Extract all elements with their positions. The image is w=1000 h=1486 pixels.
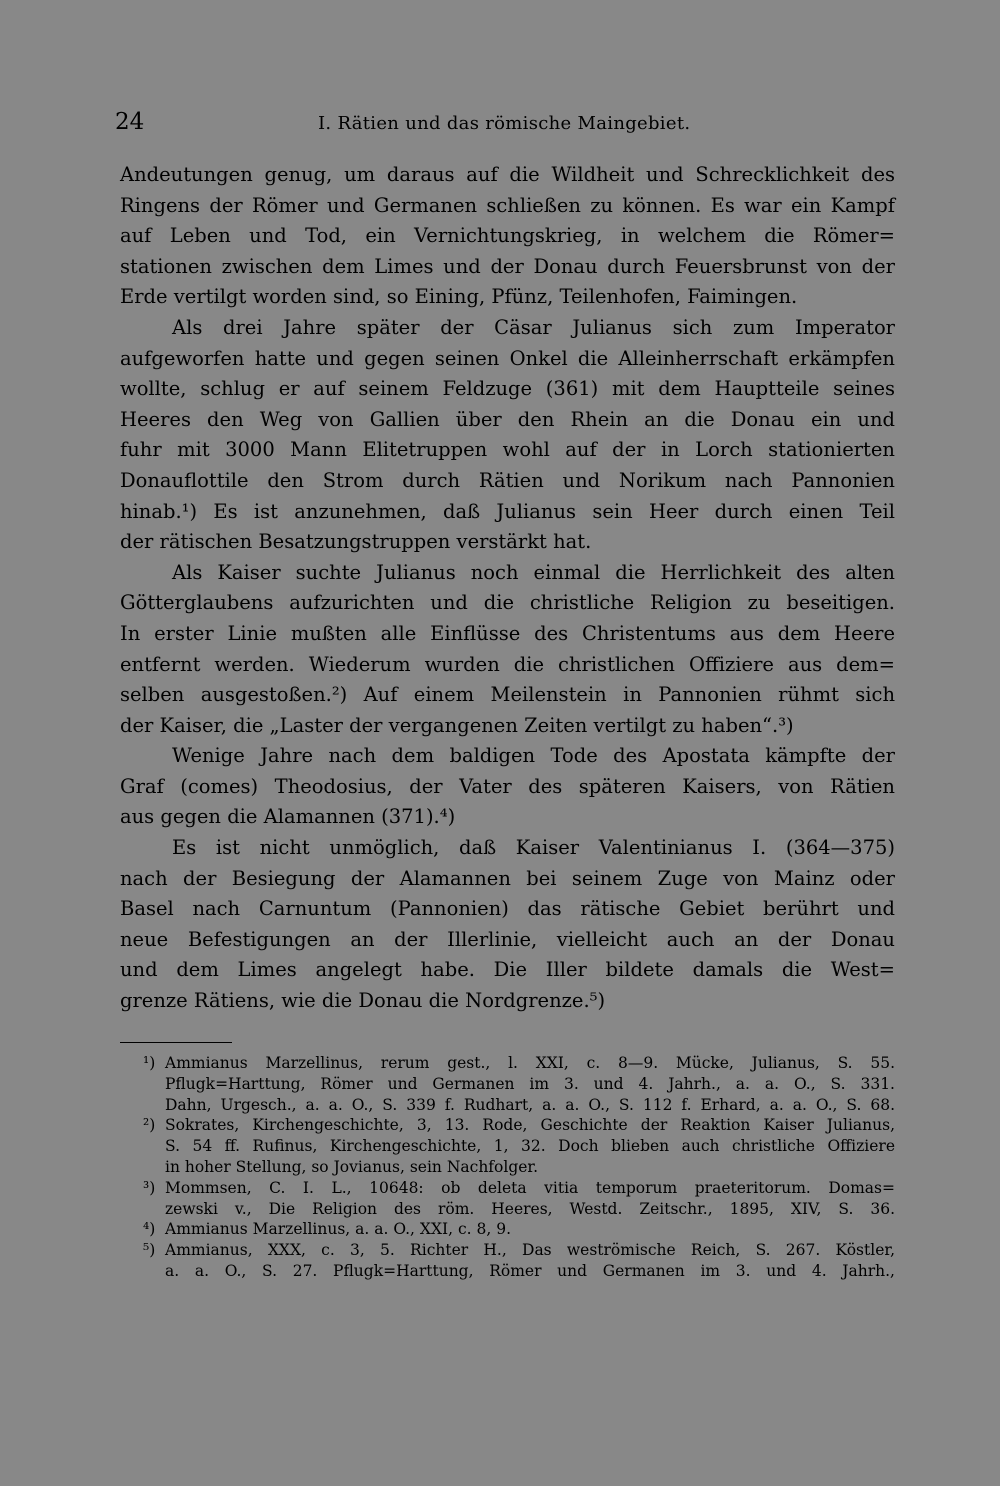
body-line: der Kaiser, die „Laster der vergangenen Zeiten vertilgt zu haben“.³) — [120, 713, 794, 737]
footnote-line: Dahn, Urgesch., a. a. O., S. 339 f. Rudhart, a. a. O., S. 112 f. Erhard, a. a. O., S. 68. — [165, 1095, 895, 1114]
page-number: 24 — [115, 109, 145, 135]
main-text — [120, 160, 895, 1017]
body-line: Wenige Jahre nach dem baldigen Tode des Apostata kämpfte der — [172, 744, 895, 768]
body-line: Götterglaubens aufzurichten und die christliche Religion zu beseitigen. — [120, 591, 895, 615]
body-line: aus gegen die Alamannen (371).⁴) — [120, 805, 456, 829]
body-line: Als Kaiser suchte Julianus noch einmal die Herrlichkeit des alten — [172, 560, 895, 584]
body-line: Es ist nicht unmöglich, daß Kaiser Valentinianus I. (364—375) — [172, 836, 895, 860]
body-line: nach der Besiegung der Alamannen bei seinem Zuge von Mainz oder — [120, 866, 895, 890]
body-line: stationen zwischen dem Limes und der Donau durch Feuersbrunst von der — [120, 254, 895, 278]
footnote-line: zewski v., Die Religion des röm. Heeres, Westd. Zeitschr., 1895, XIV, S. 36. — [165, 1199, 895, 1218]
footnote-line: S. 54 ff. Rufinus, Kirchengeschichte, 1, 32. Doch blieben auch christliche Offiziere — [165, 1137, 895, 1156]
body-line: neue Befestigungen an der Illerlinie, vielleicht auch an der Donau — [120, 927, 895, 951]
body-line: aufgeworfen hatte und gegen seinen Onkel die Alleinherrschaft erkämpfen — [120, 346, 895, 370]
footnote-separator — [120, 1042, 232, 1043]
footnote-line: Ammianus, XXX, c. 3, 5. Richter H., Das weströmische Reich, S. 267. Köstler, — [165, 1241, 895, 1260]
body-line: entfernt werden. Wiederum wurden die christlichen Offiziere aus dem= — [120, 652, 895, 676]
body-line: Andeutungen genug, um daraus auf die Wildheit und Schrecklichkeit des — [120, 163, 895, 186]
body-line: und dem Limes angelegt habe. Die Iller bildete damals die West= — [120, 958, 895, 982]
footnote-line: Ammianus Marzellinus, rerum gest., l. XXI, c. 8—9. Mücke, Julianus, S. 55. — [165, 1054, 895, 1072]
footnote-mark: ⁵) — [143, 1241, 156, 1260]
body-line: grenze Rätiens, wie die Donau die Nordgrenze.⁵) — [120, 989, 606, 1013]
body-line: selben ausgestoßen.²) Auf einem Meilenstein in Pannonien rühmt sich — [120, 683, 895, 707]
footnote — [143, 1178, 895, 1220]
body-line: Donauflottile den Strom durch Rätien und Norikum nach Pannonien — [120, 468, 895, 492]
body-line: Als drei Jahre später der Cäsar Julianus sich zum Imperator — [172, 315, 895, 339]
body-line: Basel nach Carnuntum (Pannonien) das rätische Gebiet berührt und — [120, 897, 895, 921]
body-line: Ringens der Römer und Germanen schließen zu können. Es war ein Kampf — [120, 193, 895, 217]
footnote-mark: ²) — [143, 1116, 156, 1135]
footnote-mark: ⁴) — [143, 1220, 156, 1239]
footnote — [143, 1219, 895, 1240]
body-line: der rätischen Besatzungstruppen verstärkt hat. — [120, 530, 592, 554]
footnotes — [143, 1053, 895, 1282]
footnote — [143, 1240, 895, 1282]
footnote-line: a. a. O., S. 27. Pflugk=Harttung, Römer und Germanen im 3. und 4. Jahrh., — [165, 1261, 895, 1280]
footnote — [143, 1115, 895, 1177]
footnote-line: Mommsen, C. I. L., 10648: ob deleta vitia temporum praeteritorum. Domas= — [165, 1178, 895, 1197]
body-line: hinab.¹) Es ist anzunehmen, daß Julianus sein Heer durch einen Teil — [120, 499, 895, 523]
footnote-mark: ³) — [143, 1178, 156, 1197]
body-line: wollte, schlug er auf seinem Feldzuge (361) mit dem Hauptteile seines — [120, 377, 895, 401]
footnote-line: Pflugk=Harttung, Römer und Germanen im 3. und 4. Jahrh., a. a. O., S. 331. — [165, 1074, 895, 1093]
running-head: I. Rätien und das römische Maingebiet. — [318, 113, 691, 134]
footnote-line: Sokrates, Kirchengeschichte, 3, 13. Rode, Geschichte der Reaktion Kaiser Julianus, — [165, 1116, 895, 1135]
footnote-line: Ammianus Marzellinus, a. a. O., XXI, c. 8, 9. — [165, 1220, 511, 1239]
body-line: fuhr mit 3000 Mann Elitetruppen wohl auf der in Lorch stationierten — [120, 438, 895, 462]
footnote-line: in hoher Stellung, so Jovianus, sein Nachfolger. — [165, 1157, 539, 1176]
footnote — [143, 1053, 895, 1115]
body-line: In erster Linie mußten alle Einflüsse des Christentums aus dem Heere — [120, 621, 895, 645]
footnote-mark: ¹) — [143, 1054, 156, 1072]
body-line: Graf (comes) Theodosius, der Vater des späteren Kaisers, von Rätien — [120, 774, 895, 798]
body-line: Erde vertilgt worden sind, so Eining, Pfünz, Teilenhofen, Faimingen. — [120, 285, 798, 309]
body-line: auf Leben und Tod, ein Vernichtungskrieg, in welchem die Römer= — [120, 224, 895, 248]
body-line: Heeres den Weg von Gallien über den Rhein an die Donau ein und — [120, 407, 895, 431]
